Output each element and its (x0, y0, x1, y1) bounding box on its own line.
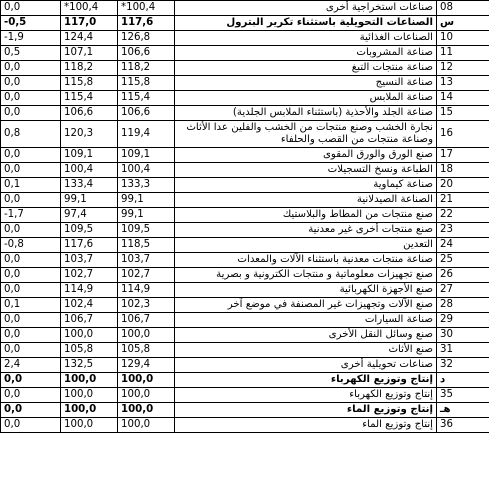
sector-name-cell: صناعة الملابس (175, 91, 437, 106)
index-current-cell: 100,0 (61, 328, 118, 343)
sector-name-cell: صنع منتجات من المطاط والبلاستيك (175, 208, 437, 223)
change-cell: 0,0 (1, 106, 61, 121)
index-previous-cell: 119,4 (118, 121, 175, 148)
sector-name-cell: صناعة المشروبات (175, 46, 437, 61)
table-row (1, 253, 489, 268)
sector-name-cell: صناعة النسيج (175, 76, 437, 91)
change-cell: 0,0 (1, 163, 61, 178)
table-row (1, 121, 489, 148)
sector-code-cell: 27 (437, 283, 489, 298)
sector-code-cell: 29 (437, 313, 489, 328)
table-row (1, 283, 489, 298)
table-row (1, 298, 489, 313)
table-row (1, 31, 489, 46)
index-previous-cell: 109,5 (118, 223, 175, 238)
table-row (1, 193, 489, 208)
index-current-cell: 132,5 (61, 358, 118, 373)
sector-code-cell: د (437, 373, 489, 388)
sector-name-cell: إنتاج وتوزيع الكهرباء (175, 388, 437, 403)
sector-code-cell: 21 (437, 193, 489, 208)
sector-code-cell: 30 (437, 328, 489, 343)
sector-code-cell: 23 (437, 223, 489, 238)
table-row (1, 91, 489, 106)
index-previous-cell: 100,0 (118, 418, 175, 433)
change-cell: 0,0 (1, 91, 61, 106)
index-previous-cell: 118,2 (118, 61, 175, 76)
table-row (1, 358, 489, 373)
sector-name-cell: إنتاج وتوزيع الكهرباء (175, 373, 437, 388)
index-previous-cell: *100,4 (118, 1, 175, 16)
change-cell: 0,0 (1, 403, 61, 418)
index-previous-cell: 115,8 (118, 76, 175, 91)
change-cell: -0,5 (1, 16, 61, 31)
sector-code-cell: 25 (437, 253, 489, 268)
table-row (1, 223, 489, 238)
index-current-cell: 102,7 (61, 268, 118, 283)
table-row (1, 106, 489, 121)
change-cell: 0,0 (1, 148, 61, 163)
index-current-cell: 103,7 (61, 253, 118, 268)
table-row (1, 418, 489, 433)
sector-code-cell: 15 (437, 106, 489, 121)
table-row (1, 163, 489, 178)
table-row (1, 16, 489, 31)
index-current-cell: 102,4 (61, 298, 118, 313)
index-current-cell: 99,1 (61, 193, 118, 208)
change-cell: 0,0 (1, 388, 61, 403)
sector-name-cell: صنع وسائل النقل الأخرى (175, 328, 437, 343)
table-row (1, 313, 489, 328)
change-cell: 0,0 (1, 1, 61, 16)
change-cell: 0,0 (1, 283, 61, 298)
sector-name-cell: صنع الورق والورق المقوى (175, 148, 437, 163)
sector-code-cell: 17 (437, 148, 489, 163)
change-cell: -0,8 (1, 238, 61, 253)
change-cell: 0,0 (1, 418, 61, 433)
index-current-cell: 109,1 (61, 148, 118, 163)
sector-code-cell: 12 (437, 61, 489, 76)
sector-name-cell: صنع الآلات وتجهيزات غير المصنفة في موضع آخر (175, 298, 437, 313)
index-previous-cell: 106,7 (118, 313, 175, 328)
index-current-cell: 107,1 (61, 46, 118, 61)
index-current-cell: 124,4 (61, 31, 118, 46)
sector-name-cell: صنع الأجهزة الكهربائية (175, 283, 437, 298)
table-row (1, 403, 489, 418)
index-current-cell: 97,4 (61, 208, 118, 223)
sector-name-cell: الصناعة الصيدلانية (175, 193, 437, 208)
index-previous-cell: 105,8 (118, 343, 175, 358)
table-row (1, 328, 489, 343)
sector-code-cell: 13 (437, 76, 489, 91)
table-row (1, 148, 489, 163)
index-current-cell: 115,8 (61, 76, 118, 91)
sector-code-cell: 11 (437, 46, 489, 61)
change-cell: 0,0 (1, 61, 61, 76)
index-previous-cell: 129,4 (118, 358, 175, 373)
sector-name-cell: صناعة منتجات معدنية باستثناء الآلات والمعدات (175, 253, 437, 268)
index-previous-cell: 100,0 (118, 403, 175, 418)
sector-name-cell: صنع الأثاث (175, 343, 437, 358)
index-previous-cell: 99,1 (118, 208, 175, 223)
sector-code-cell: 28 (437, 298, 489, 313)
index-current-cell: 105,8 (61, 343, 118, 358)
sector-name-cell: صنع منتجات أخرى غير معدنية (175, 223, 437, 238)
sector-code-cell: 26 (437, 268, 489, 283)
sector-name-cell: الطباعة ونسخ التسجيلات (175, 163, 437, 178)
index-previous-cell: 118,5 (118, 238, 175, 253)
index-previous-cell: 102,3 (118, 298, 175, 313)
sector-name-cell: الصناعات الغذائية (175, 31, 437, 46)
change-cell: -1,9 (1, 31, 61, 46)
sector-code-cell: 31 (437, 343, 489, 358)
index-previous-cell: 126,8 (118, 31, 175, 46)
sector-code-cell: 22 (437, 208, 489, 223)
index-current-cell: 100,4 (61, 163, 118, 178)
index-previous-cell: 100,4 (118, 163, 175, 178)
index-current-cell: *100,4 (61, 1, 118, 16)
index-current-cell: 133,4 (61, 178, 118, 193)
table-row (1, 373, 489, 388)
sector-name-cell: صناعة الجلد والأحذية (باستثناء الملابس الجلدية) (175, 106, 437, 121)
table-row (1, 178, 489, 193)
index-current-cell: 115,4 (61, 91, 118, 106)
index-previous-cell: 99,1 (118, 193, 175, 208)
change-cell: 0,0 (1, 268, 61, 283)
index-previous-cell: 106,6 (118, 46, 175, 61)
index-previous-cell: 103,7 (118, 253, 175, 268)
index-current-cell: 117,6 (61, 238, 118, 253)
index-current-cell: 106,6 (61, 106, 118, 121)
sector-code-cell: 14 (437, 91, 489, 106)
change-cell: 0,1 (1, 178, 61, 193)
index-current-cell: 100,0 (61, 403, 118, 418)
sector-code-cell: 24 (437, 238, 489, 253)
sector-code-cell: 08 (437, 1, 489, 16)
sector-name-cell: إنتاج وتوزيع الماء (175, 418, 437, 433)
index-previous-cell: 100,0 (118, 328, 175, 343)
sector-name-cell: الصناعات التحويلية باستثناء تكرير البترول (175, 16, 437, 31)
sector-code-cell: 10 (437, 31, 489, 46)
table-row (1, 343, 489, 358)
change-cell: 0,0 (1, 373, 61, 388)
sector-name-cell: نجارة الخشب وصنع منتجات من الخشب والفلين عدا الأثاث وصناعة منتجات من القصب والحلفاء (175, 121, 437, 148)
table-row (1, 268, 489, 283)
index-previous-cell: 102,7 (118, 268, 175, 283)
sector-code-cell: 36 (437, 418, 489, 433)
index-previous-cell: 100,0 (118, 373, 175, 388)
sector-code-cell: س (437, 16, 489, 31)
change-cell: 0,0 (1, 253, 61, 268)
index-previous-cell: 114,9 (118, 283, 175, 298)
change-cell: 0,0 (1, 313, 61, 328)
sector-name-cell: إنتاج وتوزيع الماء (175, 403, 437, 418)
sector-code-cell: 35 (437, 388, 489, 403)
index-current-cell: 106,7 (61, 313, 118, 328)
change-cell: 0,1 (1, 298, 61, 313)
table-row (1, 76, 489, 91)
change-cell: 2,4 (1, 358, 61, 373)
change-cell: 0,0 (1, 328, 61, 343)
sector-name-cell: صناعات تحويلية أخرى (175, 358, 437, 373)
index-previous-cell: 100,0 (118, 388, 175, 403)
change-cell: 0,8 (1, 121, 61, 148)
sector-code-cell: هـ (437, 403, 489, 418)
table-row (1, 238, 489, 253)
sector-code-cell: 32 (437, 358, 489, 373)
index-previous-cell: 109,1 (118, 148, 175, 163)
index-previous-cell: 133,3 (118, 178, 175, 193)
change-cell: 0,0 (1, 76, 61, 91)
table-row (1, 61, 489, 76)
change-cell: 0,5 (1, 46, 61, 61)
sector-name-cell: صنع تجهيزات معلوماتية و منتجات الكترونية و بصرية (175, 268, 437, 283)
index-current-cell: 100,0 (61, 418, 118, 433)
index-previous-cell: 115,4 (118, 91, 175, 106)
index-previous-cell: 117,6 (118, 16, 175, 31)
index-table-body (1, 1, 489, 433)
sector-name-cell: صناعات استخراجية أخرى (175, 1, 437, 16)
index-current-cell: 120,3 (61, 121, 118, 148)
index-current-cell: 117,0 (61, 16, 118, 31)
sector-name-cell: التعدين (175, 238, 437, 253)
sector-name-cell: صناعة منتجات التبغ (175, 61, 437, 76)
index-current-cell: 114,9 (61, 283, 118, 298)
change-cell: -1,7 (1, 208, 61, 223)
table-row (1, 208, 489, 223)
table-row (1, 388, 489, 403)
index-previous-cell: 106,6 (118, 106, 175, 121)
sector-code-cell: 18 (437, 163, 489, 178)
sector-code-cell: 20 (437, 178, 489, 193)
index-current-cell: 100,0 (61, 373, 118, 388)
table-row (1, 1, 489, 16)
table-row (1, 46, 489, 61)
change-cell: 0,0 (1, 343, 61, 358)
index-current-cell: 109,5 (61, 223, 118, 238)
sector-name-cell: صناعة السيارات (175, 313, 437, 328)
index-current-cell: 118,2 (61, 61, 118, 76)
sector-code-cell: 16 (437, 121, 489, 148)
change-cell: 0,0 (1, 193, 61, 208)
index-current-cell: 100,0 (61, 388, 118, 403)
change-cell: 0,0 (1, 223, 61, 238)
sector-name-cell: صناعة كيماوية (175, 178, 437, 193)
